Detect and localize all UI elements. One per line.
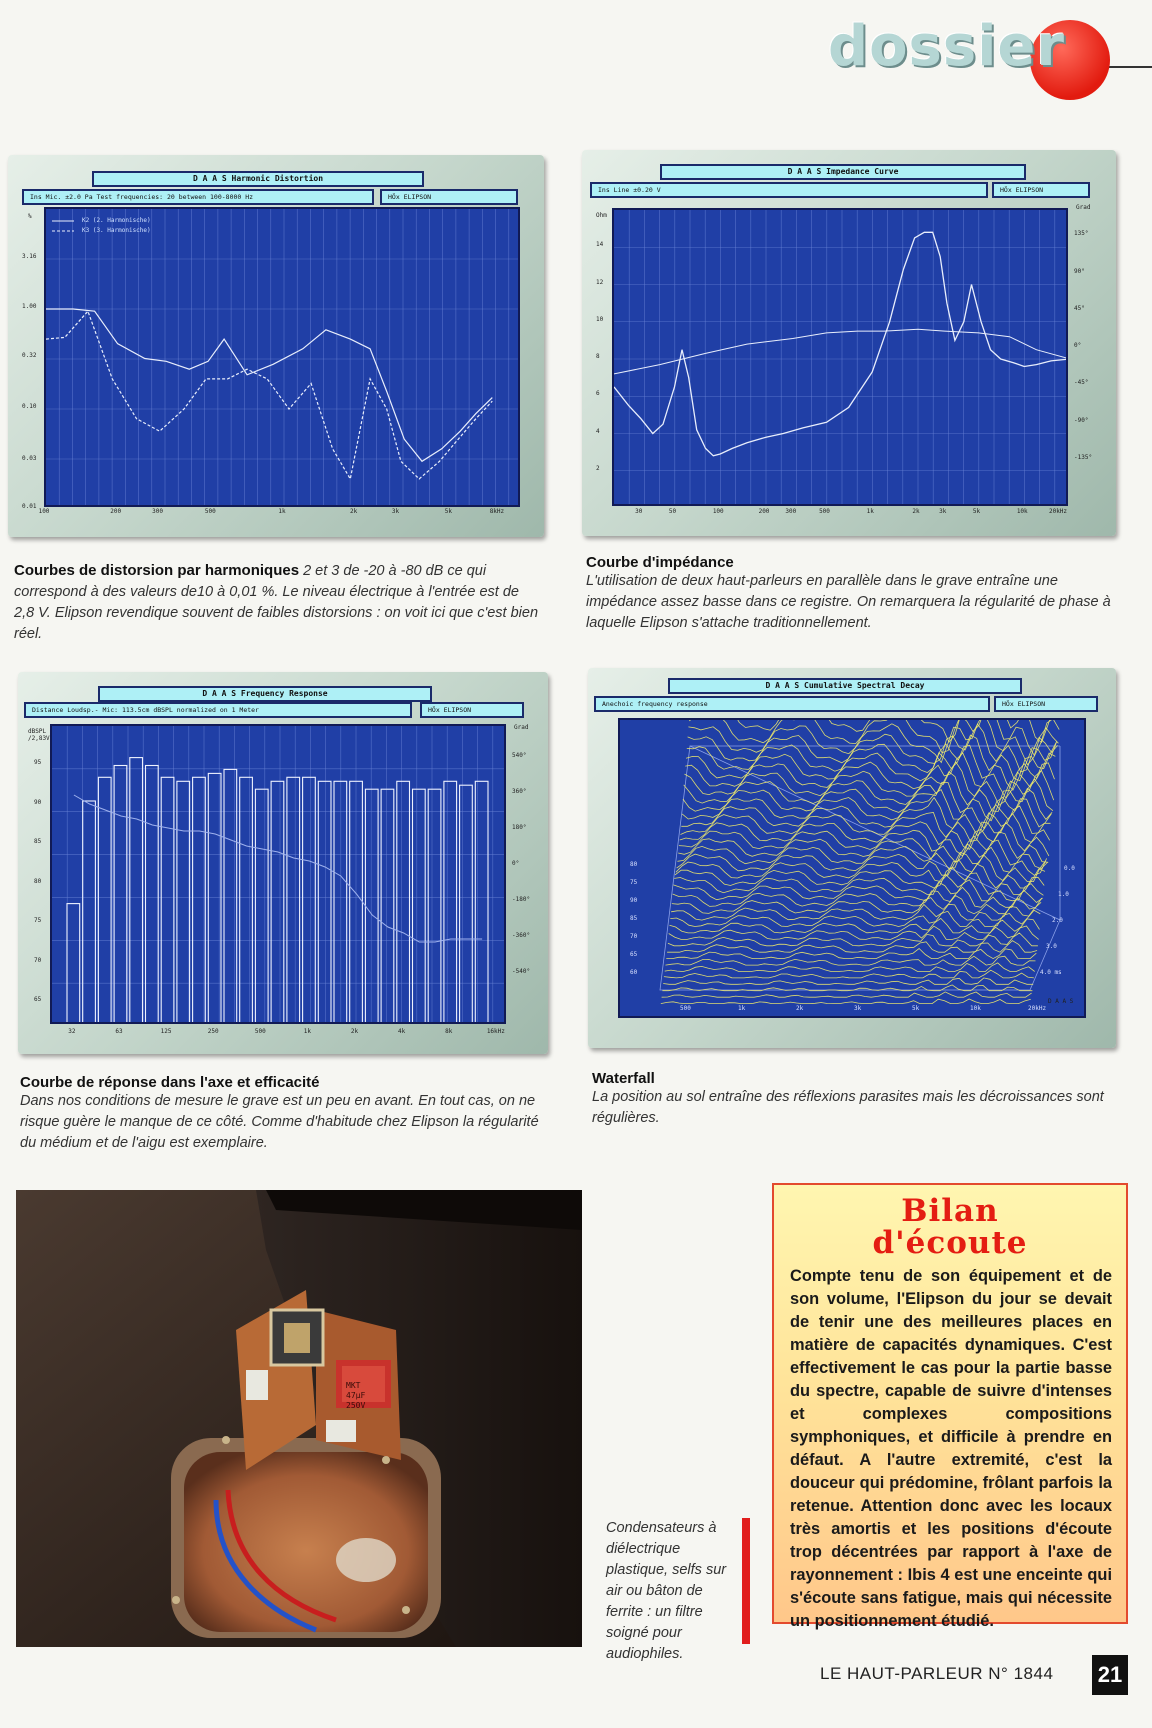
y-tick-label: 2 — [596, 464, 600, 472]
caption-paragraph — [14, 560, 542, 645]
caption-title: Courbe de réponse dans l'axe et efficacité — [20, 1074, 320, 1091]
spl-bar — [381, 789, 394, 1024]
x-tick-label: 32 — [68, 1028, 76, 1035]
spl-bar — [114, 766, 127, 1025]
decay-slice-line — [680, 814, 1050, 850]
y2-tick-label: -540° — [512, 968, 531, 975]
x-tick-label: 30 — [635, 508, 643, 515]
chart-speaker: HÖx ELIPSON — [380, 189, 518, 205]
x-tick-label: 2k — [350, 1028, 359, 1035]
x-tick-label: 20kHz — [1048, 508, 1068, 515]
x-tick-label: 2k — [912, 508, 920, 515]
decay-slice-line — [683, 779, 1053, 821]
decay-slice-line — [663, 978, 1033, 984]
y-tick-label: 3.16 — [22, 253, 37, 261]
x-tick-label: 5k — [444, 508, 452, 515]
x-tick-label: 300 — [152, 508, 163, 515]
spl-bar — [146, 766, 159, 1025]
listening-verdict-box — [772, 1183, 1128, 1630]
caption-body: 2 et 3 de -20 à -80 dB ce qui correspond à des valeurs de10 à 0,01 %. Le niveau électrique à l'entrée est de 2,8 V. Elipson revendique souvent de faibles distorsions : on voit ici que c'est bien réel. — [14, 563, 539, 642]
chart-window-title: D A A S Frequency Response — [98, 686, 432, 702]
y2-unit: Grad — [1076, 204, 1091, 211]
impedance-plot-svg — [614, 210, 1068, 506]
spl-bar — [397, 781, 410, 1024]
x-tick-label: 4k — [398, 1028, 406, 1035]
y-tick-label: 12 — [596, 278, 604, 286]
spl-bar — [177, 781, 190, 1024]
section-title: dossier — [828, 14, 1066, 79]
y-tick-label: 0.32 — [22, 352, 37, 360]
spl-bar — [83, 801, 96, 1024]
x-tick-label: 300 — [785, 508, 797, 515]
decay-slice-line — [685, 753, 1055, 798]
y2-tick-label: 45° — [1074, 304, 1085, 312]
frequency-response-chart-monitor — [18, 672, 548, 1054]
waterfall-plot — [618, 718, 1086, 1018]
photo-caption: Condensateurs à diélectrique plastique, selfs sur air ou bâton de ferrite : un filtre soigné pour audiophiles. — [606, 1520, 727, 1662]
spl-bar — [334, 781, 347, 1024]
y-tick-label: 85 — [34, 838, 42, 846]
x-tick-label: 16kHz — [486, 1028, 505, 1035]
verdict-title-line-1: Bilan — [901, 1193, 999, 1229]
x-tick-label: 8k — [445, 1028, 453, 1035]
crossover-photo-drawing — [16, 1190, 582, 1647]
crossover-photo — [16, 1190, 582, 1647]
decay-slice-line — [662, 992, 1032, 997]
x-tick-label: 1k — [278, 508, 286, 515]
caption-title: Courbe d'impédance — [586, 554, 734, 571]
x-tick-label: 2k — [350, 508, 358, 515]
z-tick-label: 1.0 — [1058, 891, 1069, 898]
y2-unit: Grad — [514, 724, 529, 731]
decay-slice-line — [672, 896, 1042, 914]
x-tick-label: 1k — [738, 1005, 746, 1012]
y-tick-label: 0.03 — [22, 455, 37, 463]
x-tick-label: 1k — [303, 1028, 312, 1035]
y-tick-label: 75 — [34, 917, 42, 925]
decay-slice-line — [661, 999, 1031, 1004]
chart-speaker: HÖx ELIPSON — [992, 182, 1090, 198]
caption-title: Courbes de distorsion par harmoniques — [14, 562, 300, 579]
x-tick-label: 3k — [854, 1005, 862, 1012]
y-tick-label: 4 — [596, 427, 600, 435]
y2-tick-label: 540° — [512, 752, 527, 759]
spl-bar — [67, 904, 80, 1024]
x-tick-label: 250 — [207, 1028, 219, 1035]
caption-title: Waterfall — [592, 1070, 655, 1087]
distortion-plot — [44, 207, 520, 507]
k2-series-line — [46, 309, 492, 461]
y2-tick-label: 360° — [512, 788, 527, 795]
chart-speaker: HÖx ELIPSON — [994, 696, 1098, 712]
waterfall-corner-label: D A A S — [1048, 998, 1074, 1005]
x-tick-label: 500 — [204, 508, 216, 515]
spl-bar — [303, 777, 316, 1024]
x-tick-label: 200 — [758, 508, 770, 515]
chart-window-title: D A A S Harmonic Distortion — [92, 171, 424, 187]
x-tick-label: 500 — [819, 508, 830, 515]
magazine-issue: LE HAUT-PARLEUR N° 1844 — [820, 1664, 1054, 1683]
x-tick-label: 10k — [1016, 508, 1028, 515]
verdict-title-line-2: d'écoute — [872, 1225, 1028, 1261]
caption-body: L'utilisation de deux haut-parleurs en parallèle dans le grave entraîne une impédance assez basse dans ce registre. On remarquera la régularité de phase à laquelle Elipson s'attache traditionnellement. — [586, 573, 1111, 631]
spl-bar — [428, 789, 441, 1024]
y-tick-label: 10 — [596, 315, 604, 323]
impedance-caption — [586, 554, 1116, 634]
x-tick-label: 10k — [970, 1005, 981, 1012]
verdict-text: Compte tenu de son équipement et de son volume, l'Elipson du jour se devait de tenir une des meilleures places en matière de capacités dynamiques. C'est effectivement le cas pour la partie basse du spectre, capable de suivre d'intenses et complexes compositions symphoniques, et difficile à prendre en défaut. A l'autre extremité, c'est la douceur qui prédomine, frôlant parfois la retenue. Attention donc avec les locaux très amortis et les positions d'écoute trop décentrées par rapport à l'axe de rayonnement : Ibis 4 est une enceinte qui s'écoute sans fatigue, mais qui nécessite un positionnement étudié. — [790, 1267, 1112, 1630]
x-tick-label: 125 — [160, 1028, 172, 1035]
spl-bar — [161, 777, 174, 1024]
spl-bar — [193, 777, 206, 1024]
spl-bar — [255, 789, 268, 1024]
x-tick-label: 500 — [254, 1028, 266, 1035]
distortion-chart-monitor — [8, 155, 544, 537]
y2-tick-label: -90° — [1074, 416, 1089, 424]
x-tick-label: 100 — [38, 508, 50, 515]
decay-slice-line — [676, 855, 1046, 881]
waterfall-caption — [592, 1070, 1122, 1129]
y-unit: % — [28, 213, 32, 220]
chart-window-title: D A A S Cumulative Spectral Decay — [668, 678, 1022, 694]
spl-bar — [130, 758, 143, 1024]
frequency-response-plot — [50, 724, 506, 1024]
x-tick-label: 200 — [110, 508, 122, 515]
y-tick-label: 14 — [596, 241, 604, 249]
x-tick-label: 3k — [939, 508, 947, 515]
y-tick-label: 80 — [34, 877, 42, 885]
y2-tick-label: 135° — [1074, 230, 1089, 238]
spl-bar — [444, 781, 457, 1024]
x-tick-label: 8kHz — [489, 508, 505, 515]
x-tick-label: 50 — [668, 508, 677, 515]
x-tick-label: 5k — [912, 1005, 920, 1012]
x-tick-label: 2k — [796, 1005, 804, 1012]
impedance-plot — [612, 208, 1068, 506]
x-tick-label: 5k — [972, 508, 981, 515]
y-tick-label: 95 — [34, 759, 42, 767]
waterfall-plot-svg — [620, 720, 1086, 1018]
decay-slice-line — [666, 956, 1036, 965]
caption-body: La position au sol entraîne des réflexions parasites mais les décroissances sont régulières. — [592, 1089, 1104, 1126]
y2-tick-label: 180° — [512, 824, 527, 831]
spl-bar — [413, 789, 426, 1024]
y2-tick-label: -45° — [1074, 379, 1089, 387]
y-tick-label: 80 — [630, 861, 638, 868]
spl-bar — [318, 781, 331, 1024]
chart-speaker: HÖx ELIPSON — [420, 702, 524, 718]
capacitor-label-2: 47μF — [346, 1391, 366, 1400]
x-tick-label: 100 — [712, 508, 724, 515]
chart-info: Ins Mic. ±2.0 Pa Test frequencies: 20 between 100-8000 Hz — [22, 189, 374, 205]
chart-info: Distance Loudsp.- Mic: 113.5cm dBSPL normalized on 1 Meter — [24, 702, 412, 718]
spl-bar — [460, 785, 473, 1024]
y-tick-label: 70 — [630, 933, 638, 940]
chart-info: Anechoic frequency response — [594, 696, 990, 712]
photo-caption-bar — [742, 1518, 750, 1644]
spl-bar — [271, 781, 284, 1024]
impedance-series-line — [614, 232, 1068, 455]
z-tick-label: 3.0 — [1046, 943, 1057, 950]
decay-slice-line — [677, 847, 1047, 875]
impedance-chart-monitor — [582, 150, 1116, 536]
legend-k3: K3 (3. Harmonische) — [82, 227, 151, 234]
distortion-plot-svg — [46, 209, 520, 507]
y2-tick-label: -135° — [1074, 453, 1093, 461]
chart-info: Ins Line ±0.20 V — [590, 182, 988, 198]
distortion-caption — [14, 560, 542, 645]
y-tick-label: 65 — [34, 996, 42, 1004]
y2-tick-label: 0° — [1074, 342, 1082, 350]
caption-body: Dans nos conditions de mesure le grave est un peu en avant. En tout cas, on ne risque guère le manque de ce côté. Comme d'habitude chez Elipson la régularité du médium et de l'aigu est exemplaire. — [20, 1093, 539, 1151]
y2-tick-label: -360° — [512, 932, 531, 939]
frequency-response-caption — [20, 1074, 548, 1154]
frequency-response-plot-svg — [52, 726, 506, 1024]
decay-slice-line — [673, 887, 1043, 907]
x-tick-label: 63 — [115, 1028, 123, 1035]
z-tick-label: 2.0 — [1052, 917, 1063, 924]
header-rule — [1108, 66, 1152, 68]
phase-series-line — [74, 795, 482, 942]
spl-bar — [224, 769, 237, 1024]
y-tick-label: 70 — [34, 956, 42, 964]
y-unit: Ohm — [596, 212, 607, 219]
y-tick-label: 65 — [630, 951, 638, 958]
capacitor-label-3: 250V — [346, 1401, 366, 1410]
decay-slice-line — [666, 949, 1036, 959]
page-number: 21 — [1092, 1655, 1128, 1695]
decay-slice-line — [673, 880, 1043, 901]
x-tick-label: 20kHz — [1028, 1005, 1047, 1012]
chart-window-title: D A A S Impedance Curve — [660, 164, 1026, 180]
x-tick-label: 1k — [866, 508, 874, 515]
y-tick-label: 85 — [630, 915, 638, 922]
waterfall-chart-monitor — [588, 668, 1116, 1048]
y-tick-label: 60 — [630, 969, 638, 976]
y-tick-label: 0.10 — [22, 403, 37, 410]
y-tick-label: 75 — [630, 879, 638, 886]
y-tick-label: 0.01 — [22, 503, 37, 510]
x-tick-label: 500 — [680, 1005, 691, 1012]
y2-tick-label: -180° — [512, 896, 531, 903]
capacitor-label-1: MKT — [346, 1381, 361, 1390]
y-tick-label: 1.00 — [22, 303, 37, 310]
spl-bar — [98, 777, 111, 1024]
y-tick-label: 8 — [596, 353, 600, 360]
legend-k2: K2 (2. Harmonische) — [82, 217, 151, 224]
z-tick-label: 0.0 — [1064, 865, 1075, 872]
spl-bar — [475, 781, 488, 1024]
spl-bar — [287, 777, 300, 1024]
y-tick-label: 90 — [630, 897, 638, 904]
spl-bar — [240, 777, 253, 1024]
decay-slice-line — [664, 970, 1034, 978]
y-tick-label: 6 — [596, 390, 600, 398]
y2-tick-label: 0° — [512, 860, 520, 867]
z-tick-label: 4.0 ms — [1040, 969, 1062, 976]
spl-bar — [365, 789, 378, 1024]
x-tick-label: 3k — [391, 508, 400, 515]
y-unit: dBSPL /2,83V — [28, 728, 50, 742]
y2-tick-label: 90° — [1074, 267, 1085, 275]
y-tick-label: 90 — [34, 798, 42, 806]
